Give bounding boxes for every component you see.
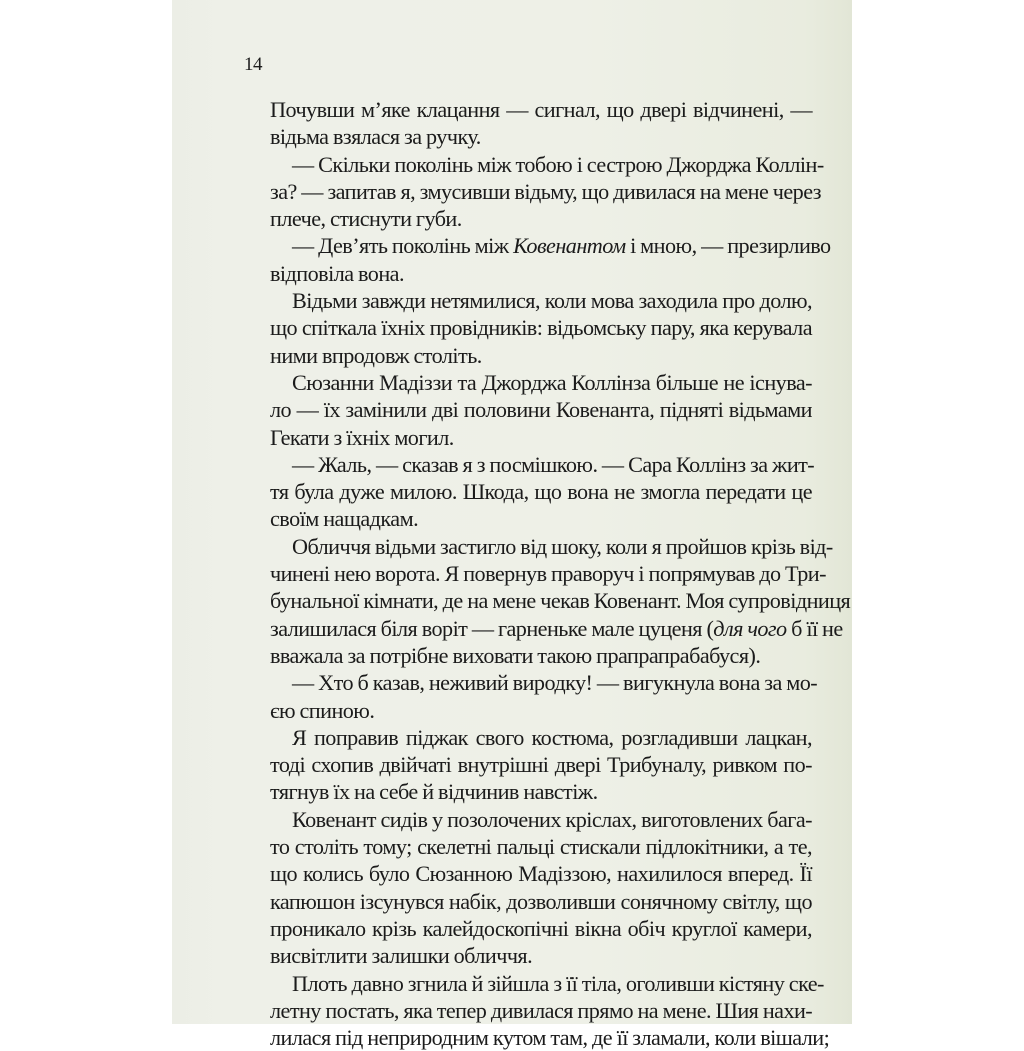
paragraph <box>249 232 812 287</box>
text-line: Гекати з їхніх могил. <box>249 424 812 451</box>
text-line: тя була дуже милою. Шкода, що вона не змогла передати це <box>249 478 812 505</box>
text-line: висвітлити залишки обличчя. <box>249 942 812 969</box>
text-line: що колись було Сюзанною Мадіззою, нахилилося вперед. Її <box>249 860 812 887</box>
text-line: — Жаль, — сказав я з посмішкою. — Сара Коллінз за жит- <box>249 451 812 478</box>
paragraph <box>249 287 812 369</box>
text-line: відповіла вона. <box>249 260 812 287</box>
text-line: капюшон ізсунувся набік, дозволивши сонячному світлу, що <box>249 888 812 915</box>
text-run: залишилася біля воріт — гарненьке мале цуценя ( <box>270 616 713 641</box>
text-line: відьма взялася за ручку. <box>249 123 812 150</box>
text-line: Ковенант сидів у позолочених кріслах, виготовлених бага- <box>249 806 812 833</box>
paragraph <box>249 96 812 151</box>
italic-term: Ковенантом <box>513 233 626 258</box>
text-line: — Хто б казав, неживий виродку! — вигукнула вона за мо- <box>249 669 812 696</box>
text-line: ними впродовж століть. <box>249 342 812 369</box>
text-run: і мною, — презирливо <box>626 233 831 258</box>
text-line: Обличчя відьми застигло від шоку, коли я пройшов крізь від- <box>249 533 812 560</box>
italic-phrase: для чого <box>713 616 786 641</box>
text-line: єю спиною. <box>249 697 812 724</box>
text-line: Почувши м’яке клацання — сигнал, що двері відчинені, — <box>249 96 812 123</box>
text-line: Я поправив піджак свого костюма, розгладивши лацкан, <box>249 724 812 751</box>
text-line <box>249 615 812 642</box>
text-line: вважала за потрібне виховати такою прапрапрабабуся). <box>249 642 812 669</box>
paragraph <box>249 806 812 970</box>
paragraph <box>249 724 812 806</box>
text-line: бунальної кімнати, де на мене чекав Ковенант. Моя супровідниця <box>249 587 812 614</box>
paragraph <box>249 970 812 1051</box>
page-number: 14 <box>244 54 262 76</box>
text-run: — Дев’ять поколінь між <box>292 233 513 258</box>
text-line: плече, стиснути губи. <box>249 205 812 232</box>
text-line: за? — запитав я, змусивши відьму, що дивилася на мене через <box>249 178 812 205</box>
text-line: проникало крізь калейдоскопічні вікна обіч круглої камери, <box>249 915 812 942</box>
paragraph <box>249 451 812 533</box>
text-line: що спіткала їхніх провідників: відьомську пару, яка керувала <box>249 314 812 341</box>
paragraph <box>249 369 812 451</box>
paragraph <box>249 669 812 724</box>
text-line: Плоть давно згнила й зійшла з її тіла, оголивши кістяну ске- <box>249 970 812 997</box>
paragraph <box>249 151 812 233</box>
text-run: б її не <box>787 616 843 641</box>
body-text <box>249 96 812 1051</box>
text-line: Сюзанни Мадіззи та Джорджа Коллінза більше не існува- <box>249 369 812 396</box>
text-line: то століть тому; скелетні пальці стискали підлокітники, а те, <box>249 833 812 860</box>
text-line: лилася під неприродним кутом там, де її зламали, коли вішали; <box>249 1024 812 1051</box>
text-line: летну постать, яка тепер дивилася прямо на мене. Шия нахи- <box>249 997 812 1024</box>
text-line: Відьми завжди нетямилися, коли мова заходила про долю, <box>249 287 812 314</box>
text-line: ло — їх замінили дві половини Ковенанта, підняті відьмами <box>249 396 812 423</box>
text-line: тягнув їх на себе й відчинив навстіж. <box>249 778 812 805</box>
book-page <box>172 0 852 1024</box>
text-line: тоді схопив двійчаті внутрішні двері Трибуналу, ривком по- <box>249 751 812 778</box>
text-line: — Скільки поколінь між тобою і сестрою Джорджа Коллін- <box>249 151 812 178</box>
text-line: своїм нащадкам. <box>249 505 812 532</box>
paragraph <box>249 533 812 669</box>
text-line: чинені нею ворота. Я повернув праворуч і попрямував до Три- <box>249 560 812 587</box>
text-line <box>249 232 812 259</box>
